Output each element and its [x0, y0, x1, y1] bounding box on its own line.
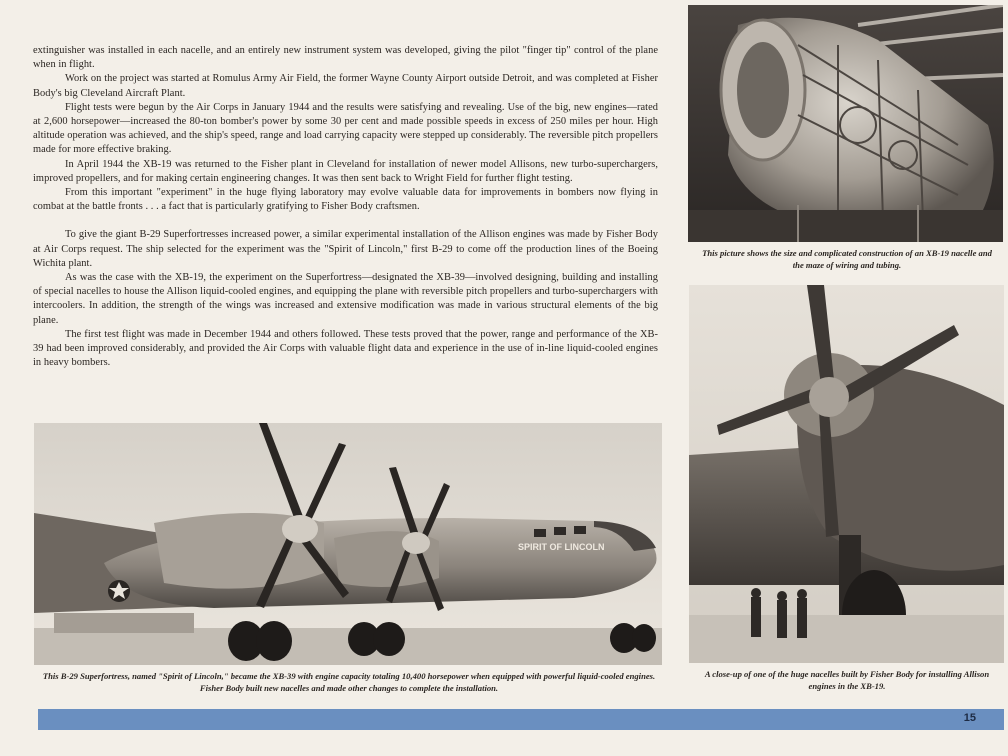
caption-b29: This B-29 Superfortress, named "Spirit of Lincoln," became the XB-39 with engine capacity totaling 10,400 horsepower when equipped with powerful liquid-cooled engines. Fisher Body built new nacelles and made other changes to complete the installation.: [42, 671, 656, 693]
paragraph-3: Flight tests were begun by the Air Corps in January 1944 and the results were satisfying and revealing. Use of the big, new engines—rated at 2,600 horsepower—increased the 80-ton bomber's power by some 30 per cent and made possible speeds in excess of 250 miles per hour. High altitude operation was achieved, and the ship's speed, range and load carrying capacity were stepped up considerably. The reversible pitch propellers made for more effective braking.: [33, 101, 658, 156]
paragraph-2: Work on the project was started at Romulus Army Air Field, the former Wayne County Airport outside Detroit, and was completed at Fisher Body's big Cleveland Aircraft Plant.: [33, 73, 658, 99]
caption-nacelle-closeup: A close-up of one of the huge nacelles built by Fisher Body for installing Allison engines in the XB-19.: [704, 669, 990, 691]
caption-nacelle-construction: This picture shows the size and complicated construction of an XB-19 nacelle and the maze of wiring and tubing.: [702, 248, 992, 270]
photo-b29-spirit-of-lincoln: [34, 423, 662, 665]
photo-xb19-nacelle-construction: [688, 5, 1003, 242]
paragraph-4: In April 1944 the XB-19 was returned to the Fisher plant in Cleveland for installation of newer model Allisons, new turbo-superchargers, improved propellers, and for making certain engineering changes. It was then sent back to Wright Field for further flight testing.: [33, 158, 658, 184]
page-number: 15: [963, 712, 976, 724]
paragraph-7: As was the case with the XB-19, the experiment on the Superfortress—designated the XB-39—involved designing, building and installing of special nacelles to house the Allison liquid-cooled engines, and equipping the plane with reversible pitch propellers and turbo-superchargers with intercoolers. In addition, the strength of the wings was increased and extensive modification was made in various structural elements of the big plane.: [33, 272, 658, 326]
footer-bar: [38, 709, 1004, 730]
paragraph-8: The first test flight was made in December 1944 and others followed. These tests proved that the power, range and performance of the XB-39 had been improved considerably, and provided the Air Corps with valuable flight data and experience in the use of in-line liquid-cooled engines in heavy bombers.: [33, 328, 658, 369]
photo-xb19-nacelle-closeup: [689, 285, 1004, 663]
article-body: [33, 44, 658, 370]
paragraph-6: To give the giant B-29 Superfortresses increased power, a similar experimental installation of the Allison engines was made by Fisher Body at Air Corps request. The ship selected for the experiment was the "Spirit of Lincoln," first B-29 to come off the production lines of the Boeing Wichita plant.: [33, 229, 658, 269]
paragraph-1: extinguisher was installed in each nacelle, and an entirely new instrument system was developed, giving the pilot "finger tip" control of the plane when in flight.: [33, 45, 658, 71]
nose-art-text: SPIRIT OF LINCOLN: [518, 542, 605, 552]
paragraph-5: From this important "experiment" in the huge flying laboratory may evolve valuable data for improvements in bombers now flying in combat at the battle fronts . . . a fact that is particularly gratifying to Fisher Body craftsmen.: [33, 187, 658, 213]
